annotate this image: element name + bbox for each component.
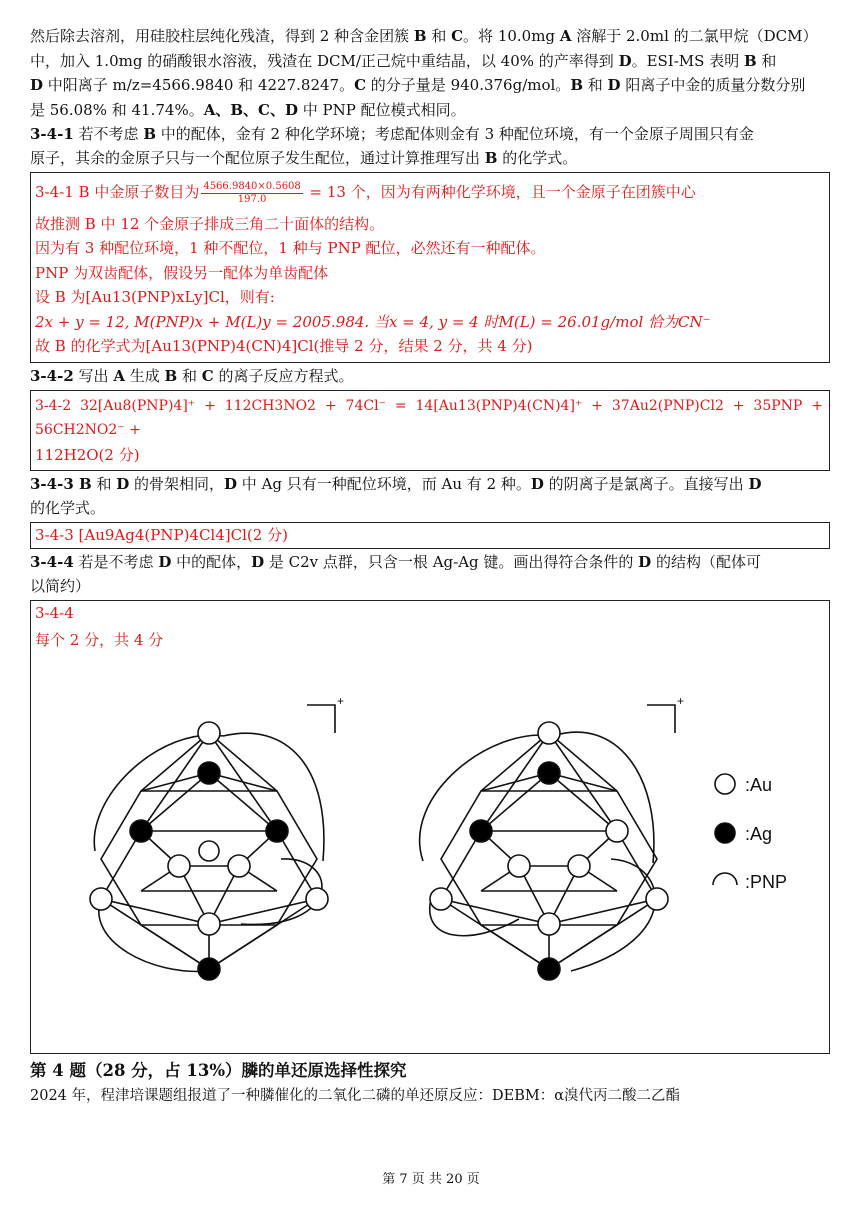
answer-line: 112H2O(2 分) bbox=[35, 445, 140, 464]
au-atom bbox=[430, 888, 452, 910]
bond bbox=[441, 831, 481, 899]
section-4-title: 第 4 题（28 分，占 13%）膦的单还原选择性探究 bbox=[30, 1060, 407, 1080]
charge-bracket bbox=[647, 705, 675, 733]
answer-equation: 2x + y = 12, M(PNP)x + M(L)y = 2005.984. 当x = 4, y = 4 时M(L) = 26.01g/mol 恰为CN⁻ bbox=[35, 312, 711, 331]
answer-line: 故 B 的化学式为[Au13(PNP)4(CN)4]Cl(推导 2 分，结果 2 分，共 4 分) bbox=[35, 337, 533, 355]
au-atom bbox=[538, 913, 560, 935]
bond bbox=[441, 899, 549, 924]
answer-line: 故推测 B 中 12 个金原子排成三角二十面体的结构。 bbox=[35, 214, 385, 233]
answer-line: PNP 为双齿配体，假设另一配体为单齿配体 bbox=[35, 263, 329, 282]
answer-score: 每个 2 分，共 4 分 bbox=[35, 630, 164, 649]
au-atom bbox=[198, 913, 220, 935]
au-atom bbox=[646, 888, 668, 910]
answer-label: 3-4-4 bbox=[35, 603, 74, 622]
au-atom bbox=[538, 722, 560, 744]
answer-box-3-4-4 bbox=[30, 600, 830, 1054]
intro-paragraph: 然后除去溶剂，用硅胶柱层纯化残渣，得到 2 种含金团簇 B 和 C。将 10.0mg A 溶解于 2.0ml 的二氯甲烷（DCM） 中，加入 1.0mg 的硝酸银水溶液，残渣在 DCM/正己烷中重结晶，以 40% 的产率得到 D。ESI-MS 表明 B 和 D 中阳离子 m/z=4566.9840 和 4227.8247。C 的分子量是 940.376g/mol。B 和 D 阳离子中金的质量分数分别 是 56.08% 和 41.74%。A、B、C、D 中 PNP 配位模式相同。 bbox=[30, 27, 818, 119]
au-legend-icon bbox=[715, 774, 735, 794]
answer-box-3-4-2 bbox=[30, 390, 830, 472]
au-atom bbox=[90, 888, 112, 910]
au-atom bbox=[228, 855, 250, 877]
bond bbox=[209, 899, 317, 969]
charge-sign: + bbox=[337, 693, 345, 708]
au-atom bbox=[198, 722, 220, 744]
ag-atom bbox=[130, 820, 152, 842]
section-4-intro: 2024 年，程津培课题组报道了一种膦催化的二氧化二磷的单还原反应：DEBM：α溴代丙二酸二乙酯 bbox=[30, 1087, 681, 1104]
bond bbox=[441, 899, 549, 969]
au-atom bbox=[606, 820, 628, 842]
bond bbox=[101, 899, 209, 969]
au-center-atom bbox=[199, 841, 219, 861]
question-3-4-3: 3-4-3 B 和 D 的骨架相同，D 中 Ag 只有一种配位环境，而 Au 有 2 种。D 的阴离子是氯离子。直接写出 D 的化学式。 bbox=[30, 475, 762, 517]
ag-atom bbox=[538, 958, 560, 980]
document-page bbox=[30, 24, 830, 1108]
pnp-arc bbox=[94, 735, 223, 851]
answer-line: 3-4-2 32[Au8(PNP)4]⁺ + 112CH3NO2 + 74Cl⁻ = 14[Au13(PNP)4(CN)4]⁺ + 37Au2(PNP)Cl2 + 35PNP + 56CH2NO2⁻ + bbox=[35, 397, 823, 438]
legend-pnp-label: :PNP bbox=[745, 871, 788, 892]
answer-line: 设 B 为[Au13(PNP)xLy]Cl，则有: bbox=[35, 288, 275, 306]
charge-bracket bbox=[307, 705, 335, 733]
legend-ag-label: :Ag bbox=[745, 823, 773, 844]
question-3-4-4: 3-4-4 若是不考虑 D 中的配体，D 是 C2v 点群，只含一根 Ag-Ag 键。画出得符合条件的 D 的结构（配体可 以简约） bbox=[30, 552, 761, 595]
bond bbox=[549, 899, 657, 924]
answer-box-3-4-1 bbox=[30, 172, 830, 363]
ag-atom bbox=[198, 958, 220, 980]
bond bbox=[101, 899, 209, 924]
au-atom bbox=[508, 855, 530, 877]
bond bbox=[209, 899, 317, 924]
answer-line: 3-4-3 [Au9Ag4(PNP)4Cl4]Cl(2 分) bbox=[35, 526, 288, 544]
au-atom bbox=[568, 855, 590, 877]
bond bbox=[101, 831, 141, 899]
legend-au-label: :Au bbox=[745, 774, 773, 795]
pnp-arc bbox=[99, 899, 209, 971]
ag-atom bbox=[470, 820, 492, 842]
charge-sign: + bbox=[677, 693, 685, 708]
pnp-legend-icon bbox=[713, 873, 737, 885]
cluster-structure-figure bbox=[31, 601, 829, 1053]
bond bbox=[617, 831, 657, 899]
fraction: $\frac{4566.9840\times 0.5608}{197.0}$ bbox=[203, 180, 301, 205]
answer-line: 3-4-1 B 中金原子数目为 $\frac{4566.9840\times 0.5608}{197.0}$ = 13 个，因为有两种化学环境，且一个金原子在团簇中心 bbox=[35, 180, 696, 205]
au-atom bbox=[306, 888, 328, 910]
question-3-4-2: 3-4-2 写出 A 生成 B 和 C 的离子反应方程式。 bbox=[30, 366, 354, 385]
page-footer: 第 7 页 共 20 页 bbox=[382, 1172, 480, 1187]
answer-line: 因为有 3 种配位环境，1 种不配位，1 种与 PNP 配位，必然还有一种配体。 bbox=[35, 239, 546, 257]
au-atom bbox=[168, 855, 190, 877]
answer-box-3-4-3 bbox=[30, 522, 830, 549]
ag-legend-icon bbox=[715, 823, 735, 843]
ag-atom bbox=[198, 762, 220, 784]
bond bbox=[277, 831, 317, 899]
pnp-arc bbox=[420, 735, 553, 861]
ag-atom bbox=[538, 762, 560, 784]
question-3-4-1: 3-4-1 若不考虑 B 中的配体，金有 2 种化学环境；考虑配体则金有 3 种配位环境，有一个金原子周围只有金 原子，其余的金原子只与一个配位原子发生配位，通过计算推理写出 B 的化学式。 bbox=[30, 125, 754, 167]
ag-atom bbox=[266, 820, 288, 842]
